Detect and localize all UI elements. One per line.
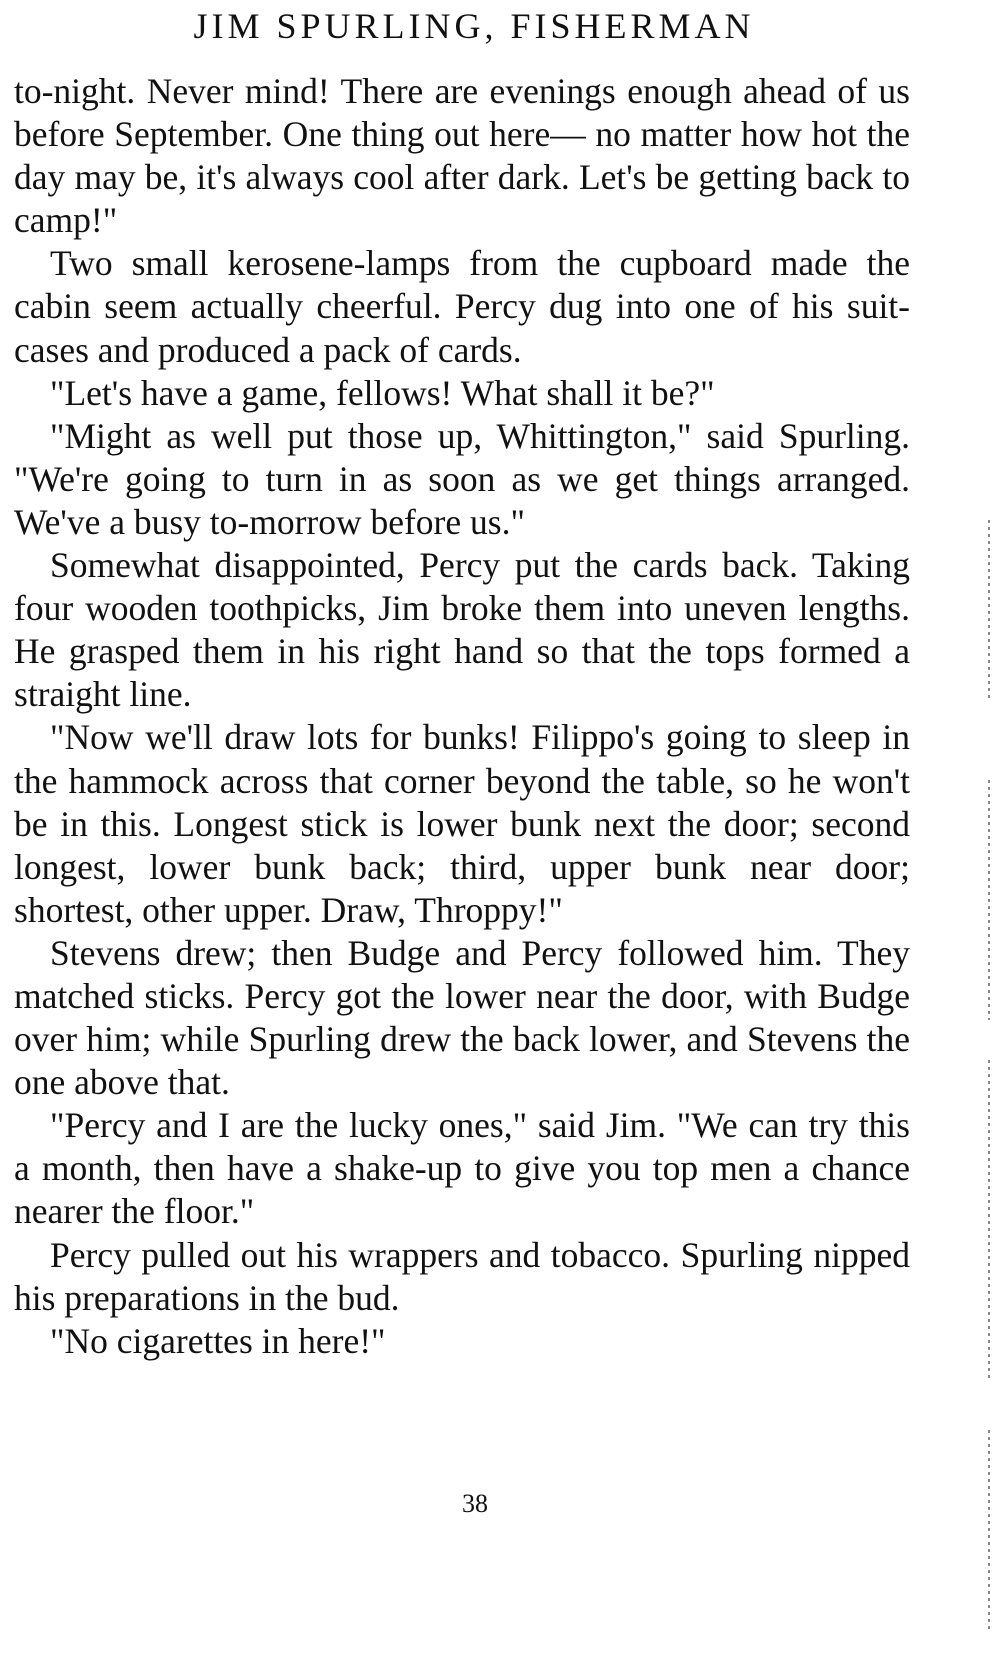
paragraph: "Now we'll draw lots for bunks! Filippo's going to sleep in the hammock across that corner beyond the table, so he won't be in this. Longest stick is lower bunk next the door; second longest, lower bunk back; third, upper bunk near door; shortest, other upper. Draw, Throppy!" <box>14 717 910 930</box>
paragraph: to-night. Never mind! There are evenings enough ahead of us before September. One thing out here— no matter how hot the day may be, it's always cool after dark. Let's be getting back to camp!" <box>14 71 910 241</box>
paragraph: Somewhat disappointed, Percy put the cards back. Taking four wooden toothpicks, Jim broke them into uneven lengths. He grasped them in his right hand so that the tops formed a straight line. <box>14 545 910 715</box>
page-number: 38 <box>462 1489 488 1518</box>
paragraph: "Let's have a game, fellows! What shall it be?" <box>50 372 715 413</box>
scan-edge-mark <box>988 1430 990 1630</box>
paragraph: Two small kerosene-lamps from the cupboard made the cabin seem actually cheerful. Percy dug into one of his suit-cases and produced a pack of cards. <box>14 243 910 370</box>
paragraph: Percy pulled out his wrappers and tobacco. Spurling nipped his preparations in the bud. <box>14 1234 910 1318</box>
scan-edge-mark <box>988 1060 990 1380</box>
paragraph: Stevens drew; then Budge and Percy followed him. They matched sticks. Percy got the lower near the door, with Budge over him; while Spurling drew the back lower, and Stevens the one above that. <box>14 932 910 1103</box>
scan-edge-mark <box>988 780 990 1020</box>
paragraph: "No cigarettes in here!" <box>50 1320 386 1361</box>
scan-edge-mark <box>988 520 990 700</box>
paragraph: "Percy and I are the lucky ones," said Jim. "We can try this a month, then have a shake-up to give you top men a chance nearer the floor." <box>14 1105 910 1232</box>
body-text <box>14 70 910 1363</box>
paragraph: "Might as well put those up, Whittington," said Spurling. "We're going to turn in as soon as we get things arranged. We've a busy to-morrow before us." <box>14 415 910 542</box>
running-head: JIM SPURLING, FISHERMAN <box>193 6 755 46</box>
